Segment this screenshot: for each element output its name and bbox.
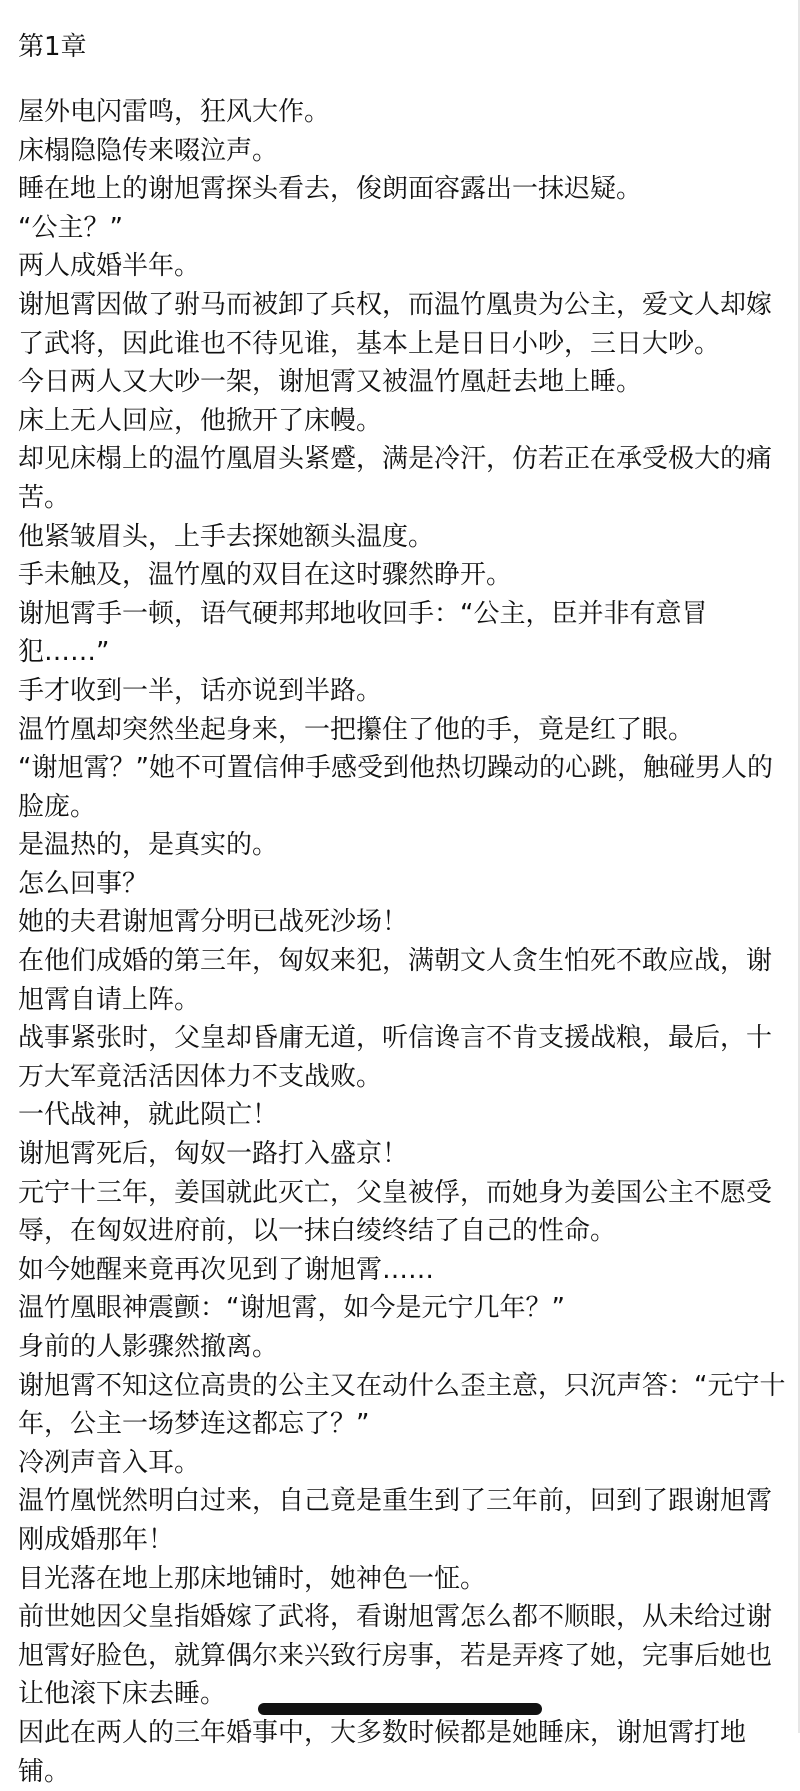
paragraph: 两人成婚半年。	[18, 251, 201, 282]
paragraph: 屋外电闪雷鸣，狂风大作。	[18, 97, 331, 127]
paragraph: 手才收到一半，话亦说到半路。	[18, 675, 383, 706]
paragraph: 床上无人回应，他掀开了床幔。	[18, 405, 383, 436]
paragraph: 谢旭霄因做了驸马而被卸了兵权，而温竹凰贵为公主，爱文人却嫁了武将，因此谁也不待见谁，基本上是日日小吵，三日大吵。	[18, 289, 773, 359]
paragraph: 一代战神，就此陨亡！	[18, 1100, 279, 1131]
paragraph: 床榻隐隐传来啜泣声。	[18, 135, 279, 166]
paragraph: “公主？”	[18, 212, 123, 243]
paragraph: 因此在两人的三年婚事中，大多数时候都是她睡床，谢旭霄打地铺。	[18, 1717, 747, 1787]
paragraph: 元宁十三年，姜国就此灭亡，父皇被俘，而她身为姜国公主不愿受辱，在匈奴进府前，以一抹白绫终结了自己的性命。	[18, 1177, 773, 1247]
chapter-title: 第1章	[18, 32, 87, 62]
paragraph: 今日两人又大吵一架，谢旭霄又被温竹凰赶去地上睡。	[18, 367, 643, 398]
paragraph: 身前的人影骤然撤离。	[18, 1332, 279, 1362]
paragraph: 在他们成婚的第三年，匈奴来犯，满朝文人贪生怕死不敢应战，谢旭霄自请上阵。	[18, 946, 773, 1015]
paragraph: 温竹凰却突然坐起身来，一把攥住了他的手，竟是红了眼。	[18, 714, 695, 745]
paragraph: 目光落在地上那床地铺时，她神色一怔。	[18, 1563, 487, 1594]
paragraph: 谢旭霄不知这位高贵的公主又在动什么歪主意，只沉声答：“元宁十年，公主一场梦连这都忘了？”	[18, 1370, 786, 1440]
paragraph: 手未触及，温竹凰的双目在这时骤然睁开。	[18, 560, 513, 591]
paragraph: 温竹凰眼神震颤：“谢旭霄，如今是元宁几年？”	[18, 1293, 565, 1324]
chapter-body	[18, 93, 790, 1791]
paragraph: 却见床榻上的温竹凰眉头紧蹙，满是冷汗，仿若正在承受极大的痛苦。	[18, 444, 773, 513]
paragraph: 睡在地上的谢旭霄探头看去，俊朗面容露出一抹迟疑。	[18, 174, 643, 205]
paragraph: 是温热的，是真实的。	[18, 830, 279, 861]
home-indicator-bar[interactable]	[258, 1703, 542, 1715]
paragraph: 谢旭霄手一顿，语气硬邦邦地收回手：“公主，臣并非有意冒犯……”	[18, 598, 708, 668]
paragraph: 如今她醒来竟再次见到了谢旭霄……	[18, 1254, 435, 1285]
paragraph: 他紧皱眉头，上手去探她额头温度。	[18, 521, 435, 552]
paragraph: 前世她因父皇指婚嫁了武将，看谢旭霄怎么都不顺眼，从未给过谢旭霄好脸色，就算偶尔来兴致行房事，若是弄疼了她，完事后她也让他滚下床去睡。	[18, 1602, 773, 1710]
paragraph: 战事紧张时，父皇却昏庸无道，听信谗言不肯支援战粮，最后，十万大军竟活活因体力不支战败。	[18, 1023, 773, 1092]
paragraph: 她的夫君谢旭霄分明已战死沙场！	[18, 907, 409, 938]
paragraph: 怎么回事？	[18, 868, 149, 899]
paragraph: “谢旭霄？”她不可置信伸手感受到他热切躁动的心跳，触碰男人的脸庞。	[18, 753, 773, 822]
paragraph: 温竹凰恍然明白过来，自己竟是重生到了三年前，回到了跟谢旭霄刚成婚那年！	[18, 1486, 773, 1555]
paragraph: 冷冽声音入耳。	[18, 1447, 201, 1478]
paragraph: 谢旭霄死后，匈奴一路打入盛京！	[18, 1139, 409, 1170]
